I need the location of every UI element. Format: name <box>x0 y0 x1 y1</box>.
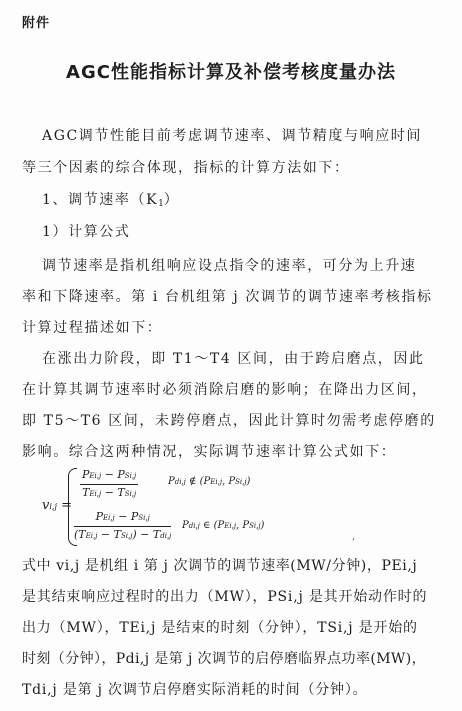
section-heading-suffix: ） <box>163 192 180 208</box>
section-heading-sub: 1 <box>158 199 164 209</box>
para1-line-1: 调节速率是指机组响应设点指令的速率，可分为上升速 <box>42 258 417 274</box>
formula-case1-condition: Pdi,j ∉ (PEi,j, PSi,j) <box>168 476 251 487</box>
subsection-heading-formula: 1）计算公式 <box>42 224 131 240</box>
formula-lhs: vi,j = <box>42 498 72 513</box>
definition-line-1: 式中 vi,j 是机组 i 第 j 次调节的调节速率(MW/分钟)，PEi,j <box>22 558 418 574</box>
definition-line-4: 时刻（分钟），Pdi,j 是第 j 次调节的启停磨临界点功率(MW)， <box>22 651 426 667</box>
section-heading-prefix: 1、调节速率（K <box>42 192 159 208</box>
definition-line-5: Tdi,j 是第 j 次调节启停磨实际消耗的时间（分钟）。 <box>22 682 368 698</box>
document-title: AGC性能指标计算及补偿考核度量办法 <box>66 62 396 83</box>
formula-case1-numerator: PEi,j − PSi,j <box>80 468 138 485</box>
formula-case2-denominator: (TEi,j − TSi,j) − Tdi,j <box>74 528 172 541</box>
definition-line-3: 出力（MW），TEi,j 是结束的时刻（分钟），TSi,j 是开始的 <box>22 620 418 636</box>
definition-line-2: 是其结束响应过程时的出力（MW），PSi,j 是其开始动作时的 <box>22 589 428 605</box>
para2-line-1: 在涨出力阶段，即 T1～T4 区间，由于跨启磨点，因此 <box>42 351 425 367</box>
formula-case1-fraction <box>80 468 138 501</box>
para2-line-2: 在计算其调节速率时必须消除启磨的影响；在降出力区间， <box>22 382 428 398</box>
para1-line-2: 率和下降速率。第 i 台机组第 j 次调节的调节速率考核指标 <box>22 289 433 305</box>
formula-case2-fraction <box>74 510 171 543</box>
intro-line-1: AGC调节性能目前考虑调节速率、调节精度与响应时间 <box>42 128 423 144</box>
intro-line-2: 等三个因素的综合体现，指标的计算方法如下： <box>22 160 350 176</box>
section-heading-rate <box>42 190 442 214</box>
formula-case2-condition: Pdi,j ∈ (PEi,j, PSi,j) <box>182 520 265 531</box>
para2-line-4: 影响。综合这两种情况，实际调节速率计算公式如下： <box>22 444 397 460</box>
stray-mark: , <box>352 531 356 542</box>
para1-line-3: 计算过程描述如下： <box>22 320 163 336</box>
attachment-label: 附件 <box>22 16 51 31</box>
formula-case2-numerator: PEi,j − PSi,j <box>74 510 171 527</box>
formula-case1-denominator: TEi,j − TSi,j <box>82 486 137 499</box>
rate-formula <box>40 466 340 548</box>
para2-line-3: 即 T5～T6 区间，未跨停磨点，因此计算时勿需考虑停磨的 <box>22 413 436 429</box>
